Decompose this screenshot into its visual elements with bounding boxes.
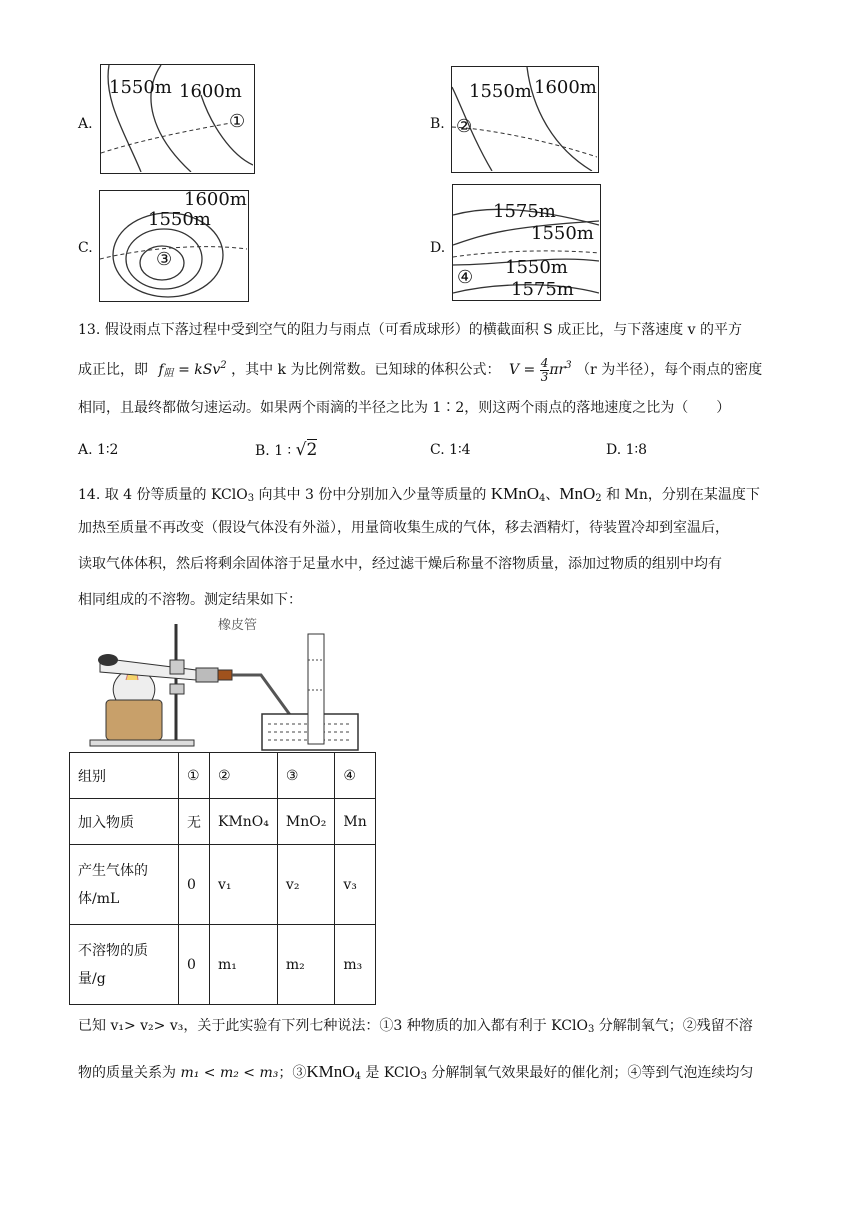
table-cell: 组别 [70,753,179,799]
table-cell: ③ [277,753,334,799]
table-row [70,845,376,925]
contour-label: 1550m [505,257,568,278]
table-cell: m₁ [210,925,278,1005]
table-cell: MnO₂ [277,799,334,845]
point-marker: ④ [457,267,474,288]
q14-line1: 14. 取 4 份等质量的 KClO$_3$ 向其中 3 份中分别加入少量等质量的 KMnO$_4$、MnO$_2$ 和 Mn，分别在某温度下 [78,484,760,504]
option-b-letter: B. [430,116,445,132]
apparatus-illustration [86,620,366,752]
table-cell: m₃ [335,925,375,1005]
contour-label: 1600m [534,77,597,98]
question-number: 14. [78,487,101,503]
question-number: 13. [78,322,101,338]
table-cell: 无 [179,799,210,845]
table-cell: v₂ [277,845,334,925]
q14-line3: 读取气体体积，然后将剩余固体溶于足量水中，经过滤干燥后称量不溶物质量，添加过物质的组别中均有 [78,556,722,572]
option-c-letter: C. [78,240,93,256]
table-cell: 加入物质 [70,799,179,845]
option-d-letter: D. [430,240,446,256]
table-cell: 产生气体的 体/mL [70,845,179,925]
q13-line3: 相同，且最终都做匀速运动。如果两个雨滴的半径之比为 1∶2，则这两个雨点的落地速度之比为（ ） [78,400,731,416]
q14-line2: 加热至质量不再改变（假设气体没有外溢），用量筒收集生成的气体，移去酒精灯，待装置冷却到室温后， [78,520,729,536]
contour-label: 1600m [179,81,242,102]
point-marker: ① [229,111,246,132]
contour-map-d [452,184,601,301]
contour-label: 1600m [184,189,247,210]
q13-option-d: D. 1∶8 [606,442,648,458]
table-cell: 0 [179,925,210,1005]
contour-map-c [99,190,249,302]
apparatus-label-rubber-tube: 橡皮管 [218,618,258,633]
after-line2: 物的质量关系为 m₁ < m₂ < m₃；③KMnO$_4$ 是 KClO$_3$ 分解制氧气效果最好的催化剂；④等到气泡连续均匀 [78,1062,754,1082]
table-cell: m₂ [277,925,334,1005]
table-cell: v₁ [210,845,278,925]
mass-inequality: m₁ < m₂ < m₃ [180,1065,279,1081]
point-marker: ② [456,116,473,137]
q13-option-c: C. 1∶4 [430,442,471,458]
table-cell: v₃ [335,845,375,925]
table-cell: 不溶物的质 量/g [70,925,179,1005]
q13-text: 假设雨点下落过程中受到空气的阻力与雨点（可看成球形）的横截面积 S 成正比，与下落速度 v 的平方 [104,322,743,338]
volume-formula: V = $\frac{4}{3}$ $\pi r^3$ [508,355,572,384]
after-line1: 已知 v₁> v₂> v₃，关于此实验有下列七种说法：①3 种物质的加入都有利于 KClO$_3$ 分解制氧气；②残留不溶 [78,1018,753,1035]
table-cell: ④ [335,753,375,799]
contour-label: 1550m [109,77,172,98]
drag-formula: $f_阻 = kSv^2$ [158,360,227,379]
contour-map-b [451,66,599,173]
table-cell: KMnO₄ [210,799,278,845]
contour-label: 1550m [469,81,532,102]
table-row [70,925,376,1005]
fraction: $\frac{4}{3}$ [540,355,549,384]
table-row [70,753,376,799]
point-marker: ③ [156,249,173,270]
q14-line4: 相同组成的不溶物。测定结果如下： [78,592,302,608]
contour-map-a [100,64,255,174]
table-cell: 0 [179,845,210,925]
contour-label: 1575m [511,279,574,300]
table-row [70,799,376,845]
table-cell: ② [210,753,278,799]
results-table [69,752,376,1005]
q13-option-b: B. 1 ∶ √2 [255,440,318,460]
option-a-letter: A. [78,116,93,132]
contour-label: 1550m [148,209,211,230]
table-cell: ① [179,753,210,799]
contour-label: 1550m [531,223,594,244]
q13-line1 [78,320,742,340]
table-cell: Mn [335,799,375,845]
q13-option-a: A. 1∶2 [78,442,119,458]
q13-line2: 成正比，即 $f_阻 = kSv^2$ ，其中 k 为比例常数。已知球的体积公式： V = $\frac{4}{3}$ $\pi r^3$ （r 为半径），每个雨点的密度 [78,355,763,384]
contour-label: 1575m [493,201,556,222]
